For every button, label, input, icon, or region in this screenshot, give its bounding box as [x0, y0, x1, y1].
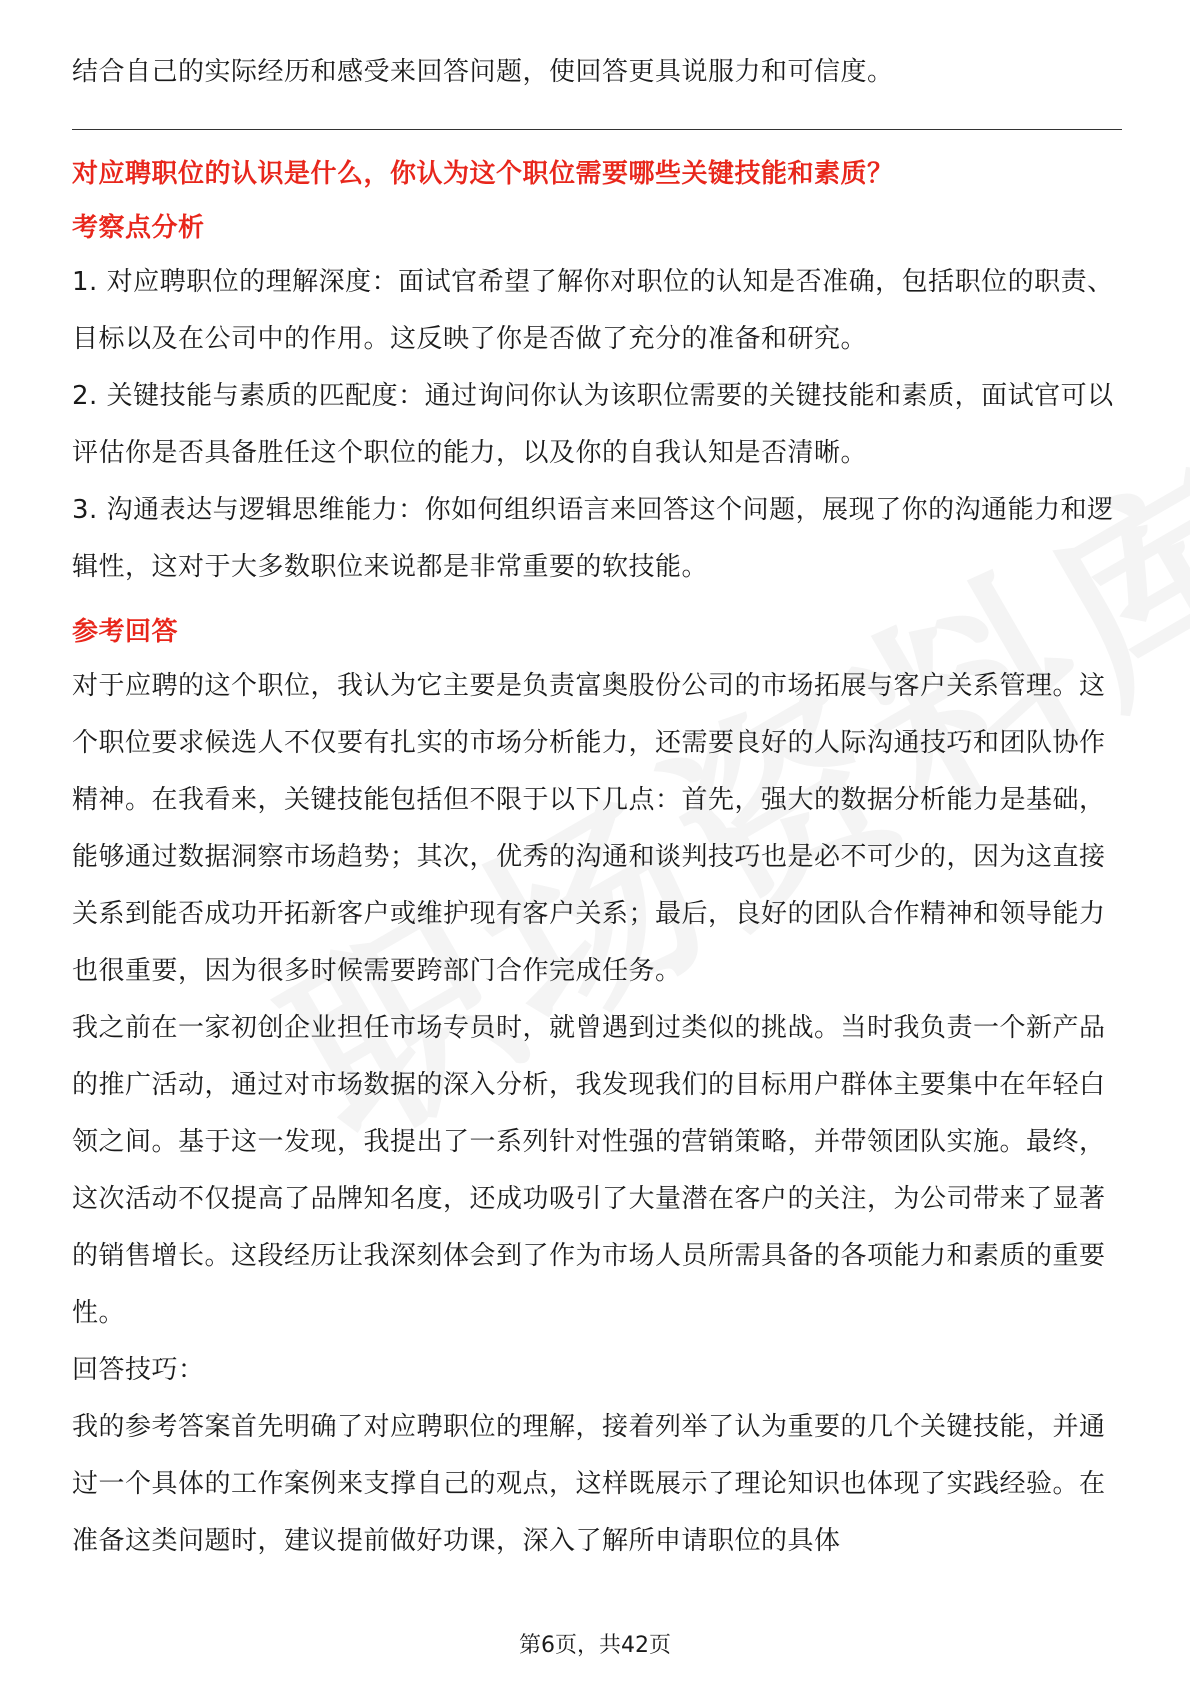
analysis-heading: 考察点分析	[72, 213, 205, 243]
intro-line: 结合自己的实际经历和感受来回答问题，使回答更具说服力和可信度。	[72, 57, 894, 87]
analysis-item-2: 2. 关键技能与素质的匹配度：通过询问你认为该职位需要的关键技能和素质，面试官可以评估你是否具备胜任这个职位的能力，以及你的自我认知是否清晰。	[72, 381, 1114, 468]
analysis-item-3: 3. 沟通表达与逻辑思维能力：你如何组织语言来回答这个问题，展现了你的沟通能力和逻辑性，这对于大多数职位来说都是非常重要的软技能。	[72, 495, 1114, 582]
page-footer: 第6页，共42页	[519, 1633, 671, 1658]
answer-paragraph-2: 我之前在一家初创企业担任市场专员时，就曾遇到过类似的挑战。当时我负责一个新产品的推广活动，通过对市场数据的深入分析，我发现我们的目标用户群体主要集中在年轻白领之间。基于这一发现，我提出了一系列针对性强的营销策略，并带领团队实施。最终，这次活动不仅提高了品牌知名度，还成功吸引了大量潜在客户的关注，为公司带来了显著的销售增长。这段经历让我深刻体会到了作为市场人员所需具备的各项能力和素质的重要性。	[72, 1013, 1106, 1328]
question-title: 对应聘职位的认识是什么，你认为这个职位需要哪些关键技能和素质？	[72, 159, 894, 189]
tips-label: 回答技巧：	[72, 1355, 205, 1385]
analysis-item-1: 1. 对应聘职位的理解深度：面试官希望了解你对职位的认知是否准确，包括职位的职责、目标以及在公司中的作用。这反映了你是否做了充分的准备和研究。	[72, 267, 1114, 354]
page-content	[72, 44, 1122, 1570]
tips-text: 我的参考答案首先明确了对应聘职位的理解，接着列举了认为重要的几个关键技能，并通过一个具体的工作案例来支撑自己的观点，这样既展示了理论知识也体现了实践经验。在准备这类问题时，建议提前做好功课，深入了解所申请职位的具体	[72, 1412, 1106, 1556]
answer-paragraph-1: 对于应聘的这个职位，我认为它主要是负责富奥股份公司的市场拓展与客户关系管理。这个职位要求候选人不仅要有扎实的市场分析能力，还需要良好的人际沟通技巧和团队协作精神。在我看来，关键技能包括但不限于以下几点：首先，强大的数据分析能力是基础，能够通过数据洞察市场趋势；其次，优秀的沟通和谈判技巧也是必不可少的，因为这直接关系到能否成功开拓新客户或维护现有客户关系；最后，良好的团队合作精神和领导能力也很重要，因为很多时候需要跨部门合作完成任务。	[72, 671, 1106, 986]
section-divider	[72, 129, 1122, 130]
answer-heading: 参考回答	[72, 617, 179, 647]
